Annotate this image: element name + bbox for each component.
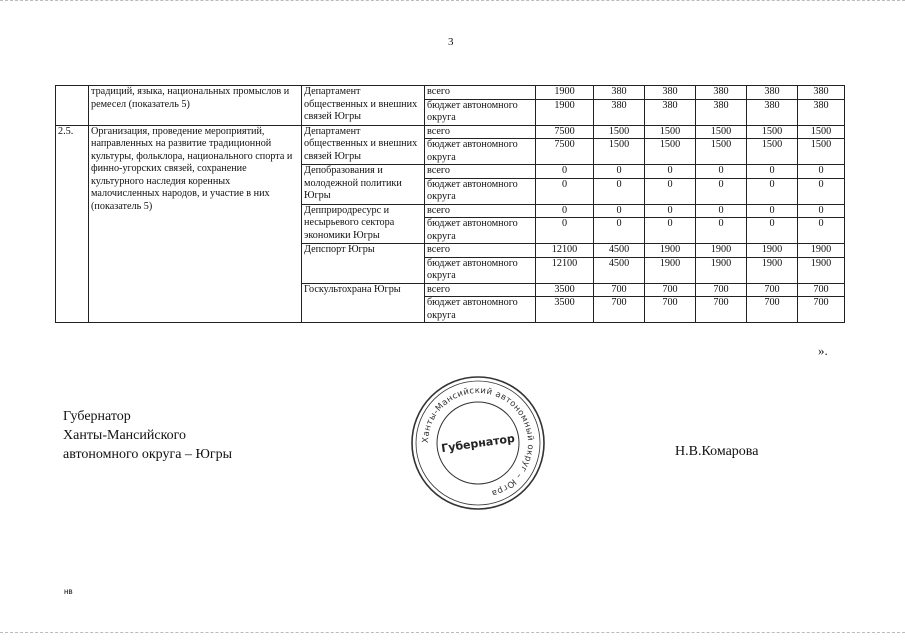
year-value-cell: 1500 — [798, 139, 845, 165]
year-value-cell: 380 — [645, 99, 696, 125]
total-value-cell: 0 — [536, 218, 594, 244]
year-value-cell: 700 — [747, 283, 798, 297]
funding-table — [55, 85, 845, 323]
signatory-name: Н.В.Комарова — [675, 444, 759, 459]
year-value-cell: 1900 — [747, 244, 798, 258]
funding-source-cell: всего — [425, 125, 536, 139]
year-value-cell: 700 — [747, 297, 798, 323]
funding-source-cell: всего — [425, 86, 536, 100]
year-value-cell: 380 — [747, 86, 798, 100]
scan-bottom-edge — [0, 632, 905, 636]
funding-source-cell: бюджет автономного округа — [425, 139, 536, 165]
year-value-cell: 0 — [798, 204, 845, 218]
total-value-cell: 12100 — [536, 257, 594, 283]
year-value-cell: 0 — [696, 178, 747, 204]
year-value-cell: 700 — [594, 297, 645, 323]
total-value-cell: 7500 — [536, 139, 594, 165]
department-cell: Депспорт Югры — [302, 244, 425, 284]
year-value-cell: 1500 — [594, 125, 645, 139]
funding-source-cell: бюджет автономного округа — [425, 178, 536, 204]
official-seal — [408, 373, 548, 513]
year-value-cell: 1500 — [798, 125, 845, 139]
year-value-cell: 380 — [594, 86, 645, 100]
total-value-cell: 0 — [536, 165, 594, 179]
year-value-cell: 0 — [696, 218, 747, 244]
signatory-title-line: автономного округа – Югры — [63, 447, 232, 462]
year-value-cell: 1900 — [645, 257, 696, 283]
year-value-cell: 1500 — [594, 139, 645, 165]
table-row — [56, 86, 845, 100]
year-value-cell: 1900 — [798, 244, 845, 258]
scan-top-edge — [0, 0, 905, 4]
closing-quote-mark: ». — [818, 343, 828, 358]
total-value-cell: 1900 — [536, 99, 594, 125]
year-value-cell: 0 — [696, 165, 747, 179]
total-value-cell: 1900 — [536, 86, 594, 100]
year-value-cell: 700 — [645, 297, 696, 323]
year-value-cell: 0 — [747, 204, 798, 218]
total-value-cell: 3500 — [536, 283, 594, 297]
year-value-cell: 1900 — [645, 244, 696, 258]
total-value-cell: 12100 — [536, 244, 594, 258]
funding-source-cell: всего — [425, 204, 536, 218]
year-value-cell: 0 — [594, 178, 645, 204]
year-value-cell: 1500 — [645, 125, 696, 139]
year-value-cell: 700 — [696, 283, 747, 297]
total-value-cell: 3500 — [536, 297, 594, 323]
total-value-cell: 0 — [536, 178, 594, 204]
year-value-cell: 700 — [696, 297, 747, 323]
year-value-cell: 1500 — [747, 139, 798, 165]
department-cell: Депприродресурс и несырьевого сектора экономики Югры — [302, 204, 425, 244]
year-value-cell: 0 — [798, 178, 845, 204]
funding-source-cell: бюджет автономного округа — [425, 297, 536, 323]
row-number-cell — [56, 86, 89, 126]
year-value-cell: 1500 — [696, 125, 747, 139]
year-value-cell: 0 — [645, 218, 696, 244]
seal-center-text: Губернатор — [440, 431, 516, 456]
year-value-cell: 0 — [747, 178, 798, 204]
year-value-cell: 0 — [747, 165, 798, 179]
year-value-cell: 4500 — [594, 257, 645, 283]
funding-source-cell: бюджет автономного округа — [425, 257, 536, 283]
executor-initials: нв — [64, 587, 73, 596]
seal-ring-text: Ханты-Мансийский автономный округ – Югра — [420, 385, 536, 499]
year-value-cell: 0 — [645, 178, 696, 204]
row-number-cell: 2.5. — [56, 125, 89, 323]
year-value-cell: 380 — [645, 86, 696, 100]
signatory-title-line: Ханты-Мансийского — [63, 428, 187, 443]
year-value-cell: 700 — [798, 283, 845, 297]
funding-source-cell: всего — [425, 165, 536, 179]
department-cell: Депобразования и молодежной политики Югры — [302, 165, 425, 205]
department-cell: Госкультохрана Югры — [302, 283, 425, 323]
year-value-cell: 1900 — [798, 257, 845, 283]
year-value-cell: 0 — [594, 165, 645, 179]
activity-cell: традиций, языка, национальных промыслов и ремесел (показатель 5) — [89, 86, 302, 126]
year-value-cell: 1500 — [696, 139, 747, 165]
year-value-cell: 1900 — [696, 257, 747, 283]
year-value-cell: 0 — [594, 204, 645, 218]
year-value-cell: 380 — [594, 99, 645, 125]
funding-source-cell: всего — [425, 244, 536, 258]
year-value-cell: 0 — [747, 218, 798, 244]
table-row — [56, 125, 845, 139]
year-value-cell: 0 — [594, 218, 645, 244]
year-value-cell: 380 — [798, 99, 845, 125]
year-value-cell: 380 — [696, 86, 747, 100]
year-value-cell: 1900 — [747, 257, 798, 283]
year-value-cell: 700 — [594, 283, 645, 297]
signatory-title — [63, 407, 232, 464]
department-cell: Департамент общественных и внешних связей Югры — [302, 125, 425, 165]
funding-source-cell: бюджет автономного округа — [425, 99, 536, 125]
signatory-title-line: Губернатор — [63, 409, 131, 424]
activity-cell: Организация, проведение мероприятий, направленных на развитие традиционной культуры, фольклора, национального спорта и финно-угорских связей, сохранение культурного наследия коренных малочисленных народов, и участие в них (показатель 5) — [89, 125, 302, 323]
year-value-cell: 0 — [798, 165, 845, 179]
year-value-cell: 1500 — [747, 125, 798, 139]
year-value-cell: 0 — [798, 218, 845, 244]
year-value-cell: 380 — [747, 99, 798, 125]
year-value-cell: 0 — [696, 204, 747, 218]
year-value-cell: 380 — [696, 99, 747, 125]
year-value-cell: 1500 — [645, 139, 696, 165]
year-value-cell: 700 — [798, 297, 845, 323]
year-value-cell: 700 — [645, 283, 696, 297]
year-value-cell: 0 — [645, 204, 696, 218]
total-value-cell: 0 — [536, 204, 594, 218]
year-value-cell: 0 — [645, 165, 696, 179]
page-number: 3 — [448, 36, 454, 48]
funding-source-cell: бюджет автономного округа — [425, 218, 536, 244]
department-cell: Департамент общественных и внешних связей Югры — [302, 86, 425, 126]
total-value-cell: 7500 — [536, 125, 594, 139]
year-value-cell: 1900 — [696, 244, 747, 258]
year-value-cell: 4500 — [594, 244, 645, 258]
funding-source-cell: всего — [425, 283, 536, 297]
year-value-cell: 380 — [798, 86, 845, 100]
